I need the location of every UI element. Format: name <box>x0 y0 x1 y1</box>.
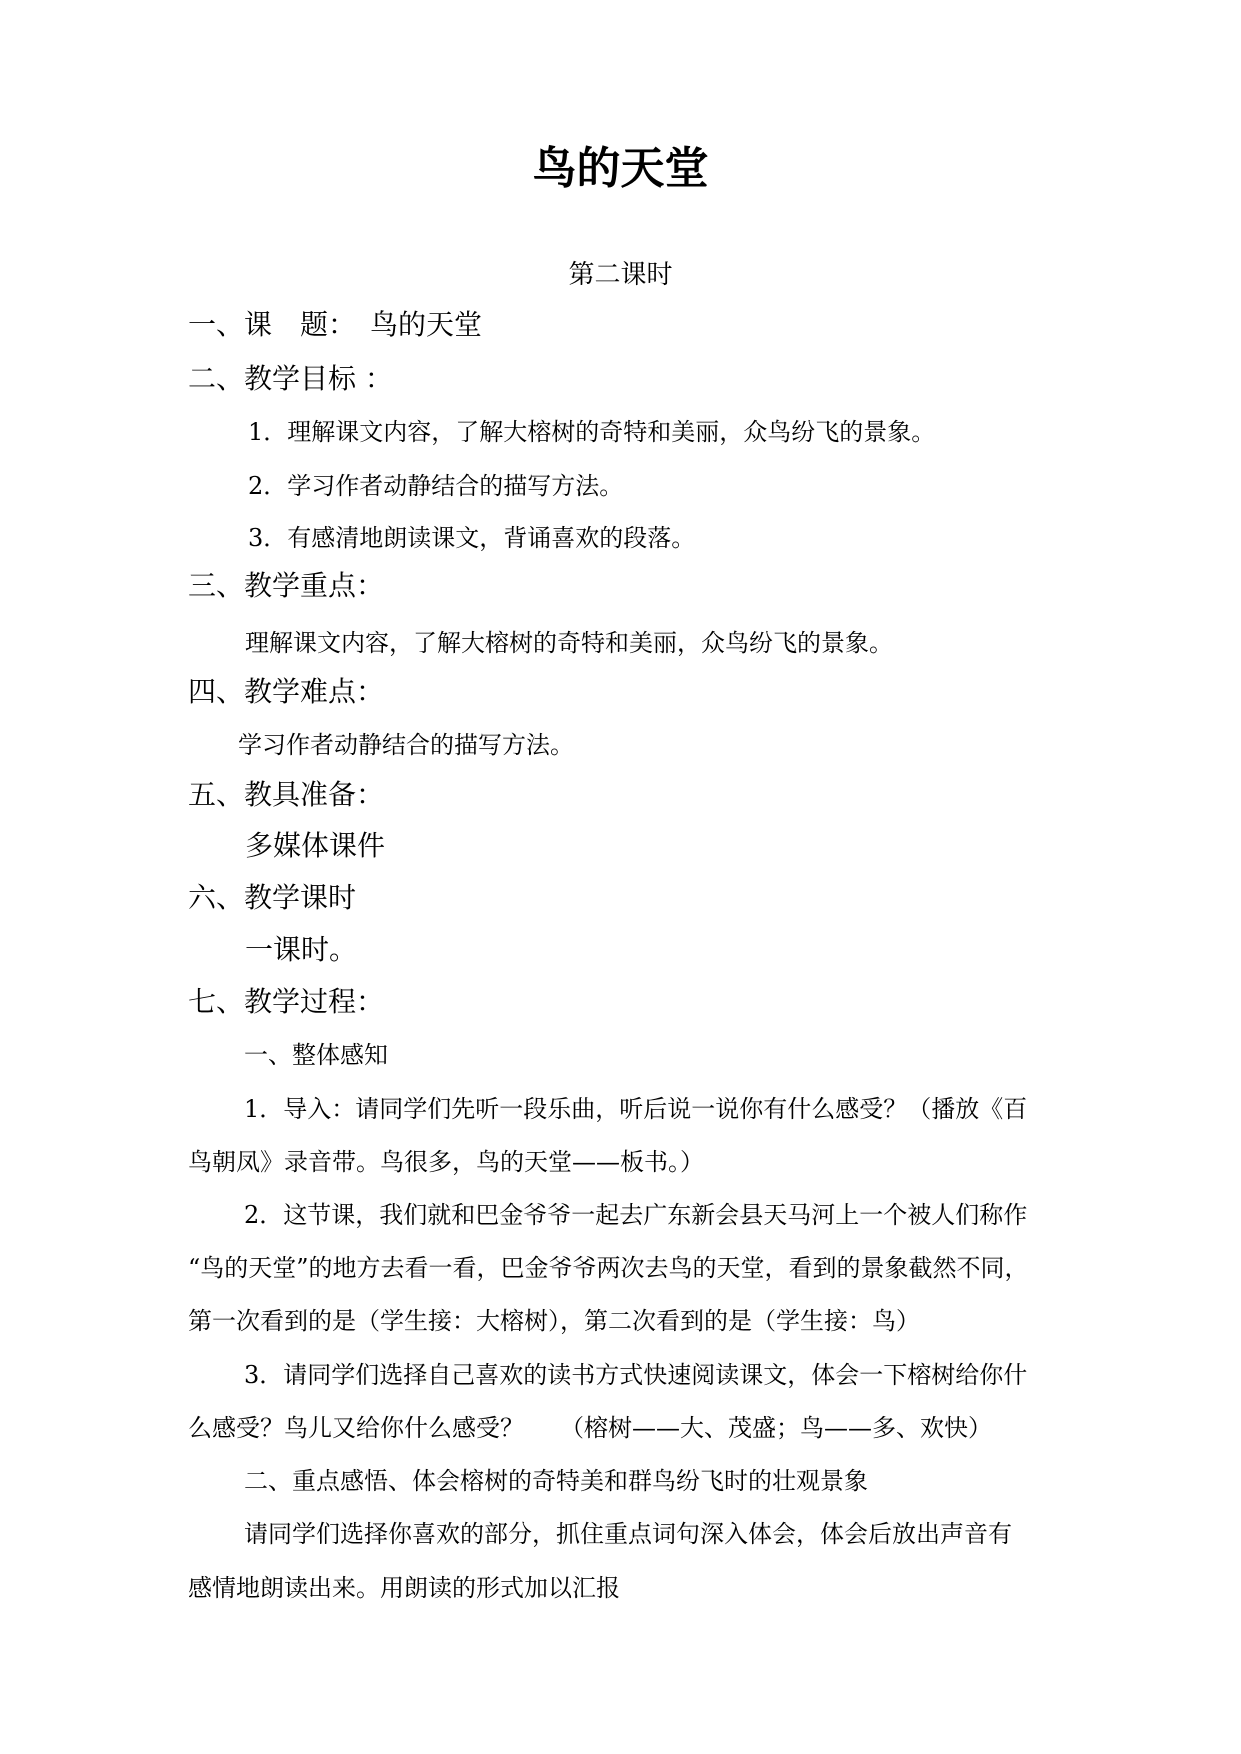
section-key-points: 三、教学重点： <box>188 569 385 602</box>
process-p1-line2: 鸟朝凤》录音带。鸟很多，鸟的天堂——板书。） <box>188 1148 704 1176</box>
page-title: 鸟的天堂 <box>532 143 709 194</box>
section-materials: 五、教具准备： <box>188 778 385 811</box>
process-p2-line1: 2．这节课，我们就和巴金爷爷一起去广东新会县天马河上一个被人们称作 <box>244 1201 1028 1229</box>
process-p2-line3: 第一次看到的是（学生接：大榕树），第二次看到的是（学生接：鸟） <box>188 1307 920 1335</box>
process-p4-line1: 请同学们选择你喜欢的部分，抓住重点词句深入体会，体会后放出声音有 <box>244 1520 1012 1548</box>
process-p3-line2: 么感受？鸟儿又给你什么感受？ （榕树——大、茂盛；鸟——多、欢快） <box>188 1414 992 1442</box>
section-topic: 一、课 题： 鸟的天堂 <box>188 308 483 341</box>
process-p4-line2: 感情地朗读出来。用朗读的形式加以汇报 <box>188 1574 620 1602</box>
process-part2-heading: 二、重点感悟、体会榕树的奇特美和群鸟纷飞时的壮观景象 <box>244 1467 868 1495</box>
section-goals: 二、教学目标 ： <box>188 362 393 395</box>
lesson-period: 第二课时 <box>568 260 673 290</box>
class-hours-body: 一课时。 <box>245 933 358 966</box>
goal-item-3: 3．有感清地朗读课文，背诵喜欢的段落。 <box>248 524 696 552</box>
process-part1-heading: 一、整体感知 <box>244 1041 388 1069</box>
section-difficulties: 四、教学难点： <box>188 675 385 708</box>
section-class-hours: 六、教学课时 <box>188 881 357 914</box>
section-process: 七、教学过程： <box>188 985 385 1018</box>
goal-item-1: 1．理解课文内容，了解大榕树的奇特和美丽，众鸟纷飞的景象。 <box>248 418 936 446</box>
materials-body: 多媒体课件 <box>245 829 386 862</box>
difficulties-body: 学习作者动静结合的描写方法。 <box>238 731 574 759</box>
process-p3-line1: 3．请同学们选择自己喜欢的读书方式快速阅读课文，体会一下榕树给你什 <box>244 1361 1028 1389</box>
process-p2-line2: “鸟的天堂”的地方去看一看，巴金爷爷两次去鸟的天堂，看到的景象截然不同， <box>188 1254 1029 1282</box>
key-points-body: 理解课文内容，了解大榕树的奇特和美丽，众鸟纷飞的景象。 <box>245 629 893 657</box>
goal-item-2: 2．学习作者动静结合的描写方法。 <box>248 472 624 500</box>
process-p1-line1: 1．导入：请同学们先听一段乐曲，听后说一说你有什么感受？（播放《百 <box>244 1095 1028 1123</box>
